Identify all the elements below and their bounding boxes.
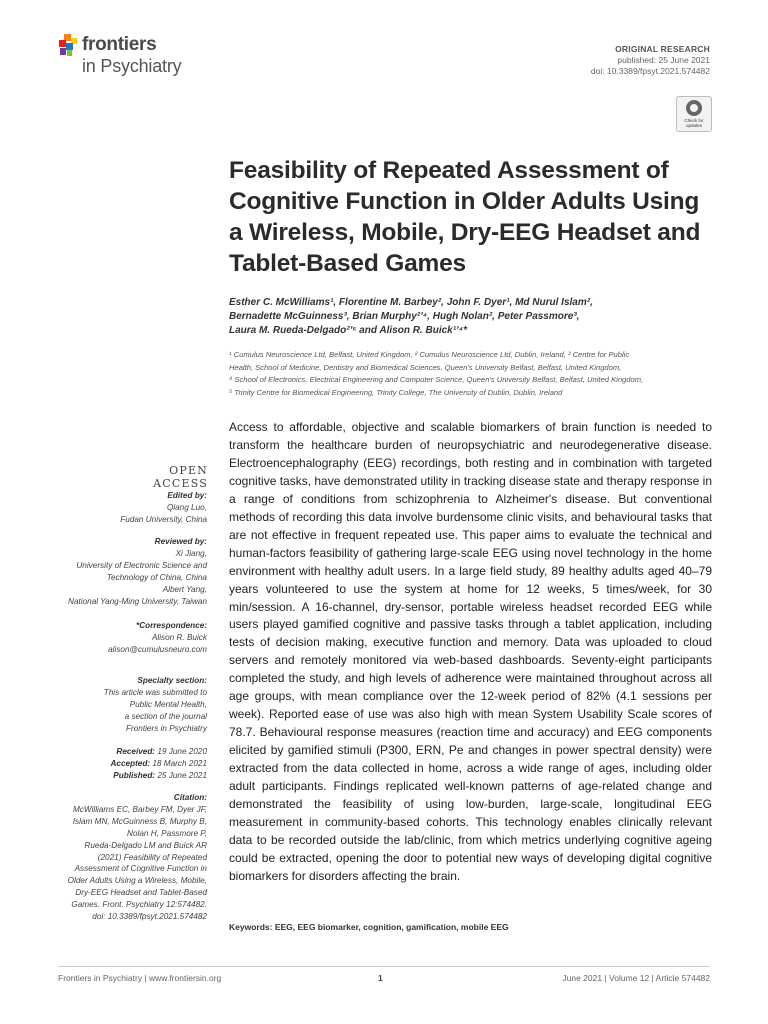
editor-line: Fudan University, China [120, 514, 207, 524]
citation-line: Games. Front. Psychiatry 12:574482. [71, 900, 207, 910]
reviewer-line: National Yang-Ming University, Taiwan [68, 596, 207, 606]
citation-line: Islam MN, McGuinness B, Murphy B, [72, 816, 207, 826]
correspondence-section [40, 620, 207, 656]
footer-journal-link[interactable]: Frontiers in Psychiatry | www.frontiersin.org [58, 973, 222, 983]
reviewer-line: Xi Jiang, [175, 548, 207, 558]
citation-line: McWilliams EC, Barbey FM, Dyer JF, [73, 804, 207, 814]
affiliation-line: ⁵ Trinity Centre for Biomedical Engineering, Trinity College, The University of Dublin, Dublin, Ireland [229, 387, 563, 397]
check-updates-label-2: updates [685, 123, 702, 128]
affiliation-line: ⁴ School of Electronics, Electrical Engineering and Computer Science, Queen's University Belfast, Belfast, United Kingdom, [229, 375, 644, 384]
footer-issue-info: June 2021 | Volume 12 | Article 574482 [562, 973, 710, 983]
footer-divider [58, 966, 710, 967]
citation-line: (2021) Feasibility of Repeated [97, 852, 207, 862]
check-updates-icon [686, 100, 702, 116]
edited-by-label: Edited by: [167, 491, 207, 500]
reviewed-by-label: Reviewed by: [154, 537, 207, 546]
citation-line: Nolan H, Passmore P, [127, 828, 207, 838]
citation-label: Citation: [173, 793, 207, 802]
correspondence-name: Alison R. Buick [151, 632, 207, 642]
article-meta [591, 44, 710, 77]
published-date: published: 25 June 2021 [617, 55, 710, 65]
citation-doi[interactable]: doi: 10.3389/fpsyt.2021.574482 [92, 912, 207, 922]
journal-brand: frontiers [82, 34, 157, 55]
citation-line: Older Adults Using a Wireless, Mobile, [67, 876, 207, 886]
reviewers-section [40, 536, 207, 607]
editors-section [40, 490, 207, 526]
abstract-text: Access to affordable, objective and scalable biomarkers of brain function is needed to transform the healthcare burden of neuropsychiatric and neurodegenerative disease. Electroencephalography (EEG) recordings, both resting and in combination with targeted cognitive tasks, have demonstrated utility in tracking disease state and therapy response in a range of conditions from schizophrenia to Alzheimer's disease. But conventional methods of recording this data involve burdensome clinic visits, and behavioural tasks that are not effective in frequent repeated use. This paper aims to evaluate the technical and human-factors feasibility of gathering large-scale EEG using novel technology in the home environment with healthy adult users. In a large field study, 89 healthy adults aged 40–79 years volunteered to use the system at home for 12 weeks, 5 times/week, for 30 min/session. A 16-channel, dry-sensor, portable wireless headset recorded EEG while users played gamified cognitive and passive tasks through a tablet application, including tests of decision making, executive function and memory. Data was uploaded to cloud servers and remotely monitored via web-based dashboards. Seventy-eight participants completed the study, and high levels of adherence were maintained throughout across all age groups, with mean compliance over the 12-week period of 82% (4.1 sessions per week). Reported ease of use was also high with mean System Usability Scale scores of 78.7. Behavioural response measures (reaction time and accuracy) and EEG components elicited by gamified stimuli (P300, ERN, Pe and changes in power spectral density) were extracted from the data collected in home, across a wide range of ages, including older adult participants. Findings replicated well-known patterns of age-related change and demonstrated the feasibility of using low-burden, large-scale, longitudinal EEG measurement in community-based cohorts. This technology enables clinically relevant data to be recorded outside the lab/clinic, from which metrics underlying cognitive ageing could be extracted, opening the door to potential new ways of developing digital cognitive biomarkers for disorders affecting the brain. [229, 420, 712, 883]
accepted-date: Accepted: 18 March 2021 [110, 758, 207, 768]
author-line: Bernadette McGuinness³, Brian Murphy²ʼ⁴, Hugh Nolan², Peter Passmore³, [229, 311, 580, 322]
specialty-line: a section of the journal [124, 711, 207, 721]
keywords: Keywords: EEG, EEG biomarker, cognition, gamification, mobile EEG [229, 922, 509, 932]
affiliations [229, 349, 709, 399]
article-title: Feasibility of Repeated Assessment of Cognitive Function in Older Adults Using a Wireless, Mobile, Dry-EEG Headset and Tablet-Based Games [229, 157, 701, 277]
reviewer-line: Technology of China, China [106, 572, 207, 582]
specialty-section [40, 675, 207, 735]
citation-line: Rueda-Delgado LM and Buick AR [84, 840, 207, 850]
open-access-label: OPEN ACCESS [153, 464, 208, 490]
citation-section [40, 792, 207, 923]
reviewer-line: Albert Yang, [162, 584, 207, 594]
editor-line: Qiang Luo, [166, 502, 207, 512]
correspondence-label: *Correspondence: [136, 621, 207, 630]
affiliation-line: ¹ Cumulus Neuroscience Ltd, Belfast, United Kingdom, ² Cumulus Neuroscience Ltd, Dublin, Ireland, ³ Centre for Public [229, 350, 630, 359]
article-type: ORIGINAL RESEARCH [615, 44, 710, 54]
reviewer-line: University of Electronic Science and [76, 560, 207, 570]
affiliation-line: Health, School of Medicine, Dentistry and Biomedical Sciences, Queen's University Belfast, Belfast, United Kingdom, [229, 362, 622, 372]
check-updates-label: Check for [684, 118, 704, 123]
author-line: Esther C. McWilliams¹, Florentine M. Barbey², John F. Dyer¹, Md Nurul Islam², [229, 297, 593, 308]
published-date-sidebar: Published: 25 June 2021 [113, 770, 207, 780]
citation-line: Assessment of Cognitive Function in [74, 864, 207, 874]
author-line: Laura M. Rueda-Delgado²ʼ⁵ and Alison R. Buick¹ʼ⁴* [229, 325, 467, 336]
citation-line: Dry-EEG Headset and Tablet-Based [75, 888, 207, 898]
doi-link[interactable]: doi: 10.3389/fpsyt.2021.574482 [590, 66, 710, 76]
specialty-label: Specialty section: [137, 676, 207, 685]
received-date: Received: 19 June 2020 [116, 747, 207, 756]
frontiers-logo-icon [58, 34, 80, 58]
journal-logo[interactable] [58, 32, 198, 80]
specialty-line: This article was submitted to [103, 687, 207, 697]
author-list [229, 296, 709, 338]
check-for-updates-button[interactable] [676, 96, 712, 132]
correspondence-email[interactable]: alison@cumulusneuro.com [108, 644, 207, 654]
dates-section [40, 746, 207, 782]
page-number: 1 [378, 973, 383, 983]
specialty-line: Frontiers in Psychiatry [126, 723, 207, 733]
journal-name: in Psychiatry [82, 56, 182, 76]
specialty-line: Public Mental Health, [129, 699, 207, 709]
